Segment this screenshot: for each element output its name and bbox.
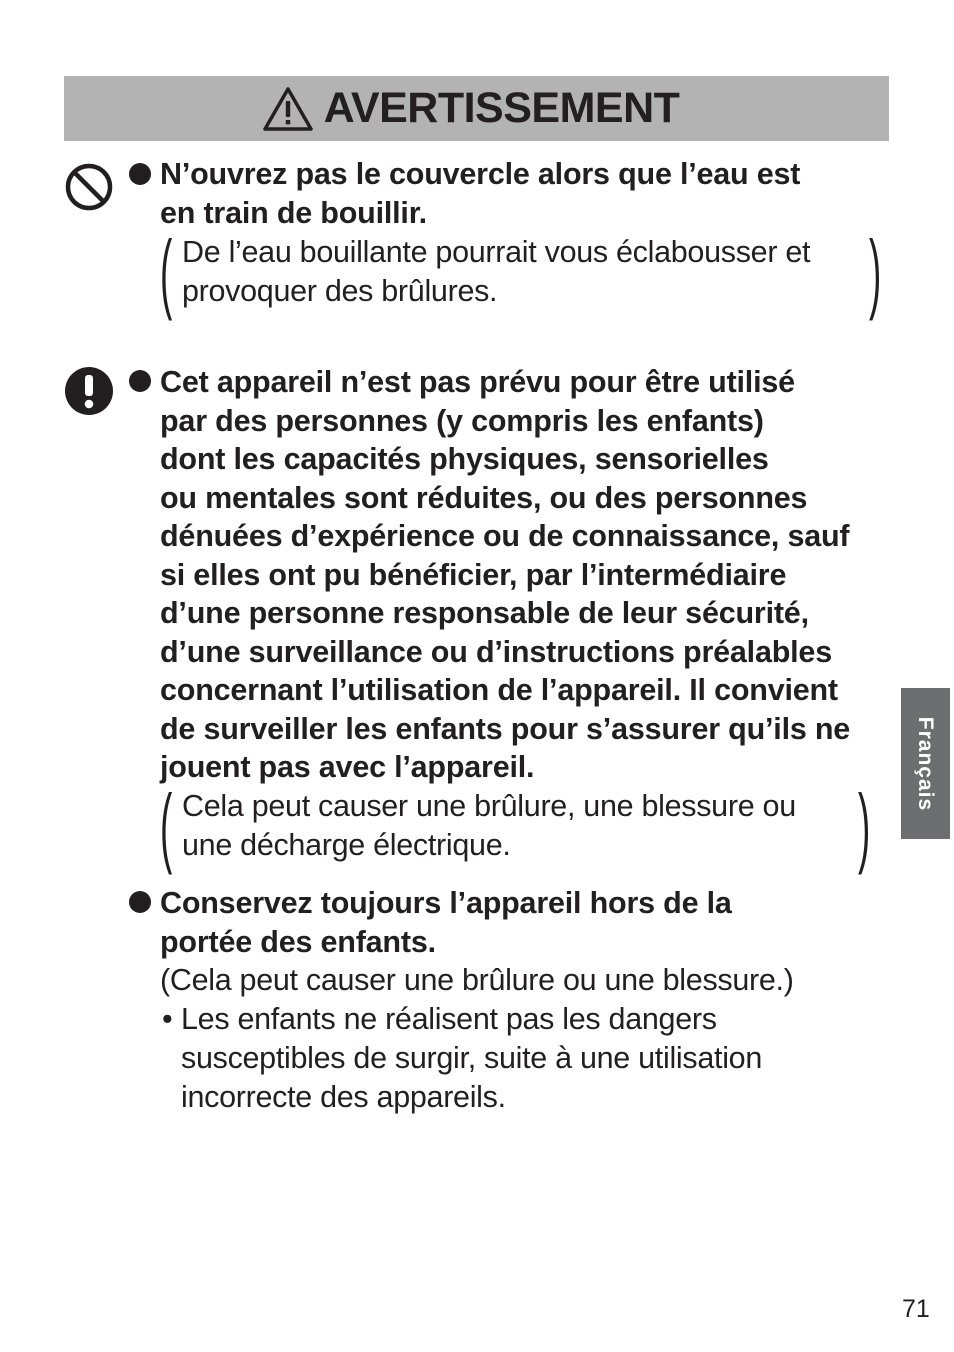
warning-1-note: De l’eau bouillante pourrait vous éclabousser et provoquer des brûlures. [182, 235, 811, 308]
bullet-dot [129, 370, 151, 392]
bullet-dot [129, 891, 151, 913]
open-paren: ( [160, 222, 173, 321]
warning-3-sub-text: Les enfants ne réalisent pas les dangers susceptibles de surgir, suite à une utilisation incorrecte des appareils. [181, 1002, 762, 1114]
open-paren: ( [160, 776, 173, 875]
warning-3-note: (Cela peut causer une brûlure ou une blessure.) [160, 963, 794, 997]
warning-1-text: N’ouvrez pas le couvercle alors que l’eau est en train de bouillir. [160, 157, 801, 230]
banner-title: AVERTISSEMENT [323, 84, 680, 132]
mandatory-exclamation-icon [64, 366, 114, 416]
language-tab-label: Français [914, 716, 938, 811]
close-paren: ) [858, 776, 871, 875]
warning-banner [64, 76, 889, 141]
close-paren: ) [869, 222, 882, 321]
sub-bullet-dot: • [162, 1002, 173, 1036]
language-tab [901, 688, 950, 839]
warning-2-text: Cet appareil n’est pas prévu pour être utilisé par des personnes (y compris les enfants) dont les capacités physiques, sensorielles ou mentales sont réduites, ou des personnes dénuées d’expérience ou de connaissance, sauf si elles ont pu bénéficier, par l’intermédiaire d’une personne responsable de leur sécurité, d’une surveillance ou d’instructions préalables concernant l’utilisation de l’appareil. Il convient de surveiller les enfants pour s’assurer qu’ils ne jouent pas avec l’appareil. [160, 365, 851, 784]
prohibition-icon [64, 162, 114, 212]
bullet-dot [129, 163, 151, 185]
warning-3-text: Conservez toujours l’appareil hors de la portée des enfants. [160, 886, 732, 959]
warning-triangle-icon [262, 86, 314, 132]
page-number: 71 [902, 1295, 930, 1323]
warning-2-note: Cela peut causer une brûlure, une blessure ou une décharge électrique. [182, 789, 796, 862]
